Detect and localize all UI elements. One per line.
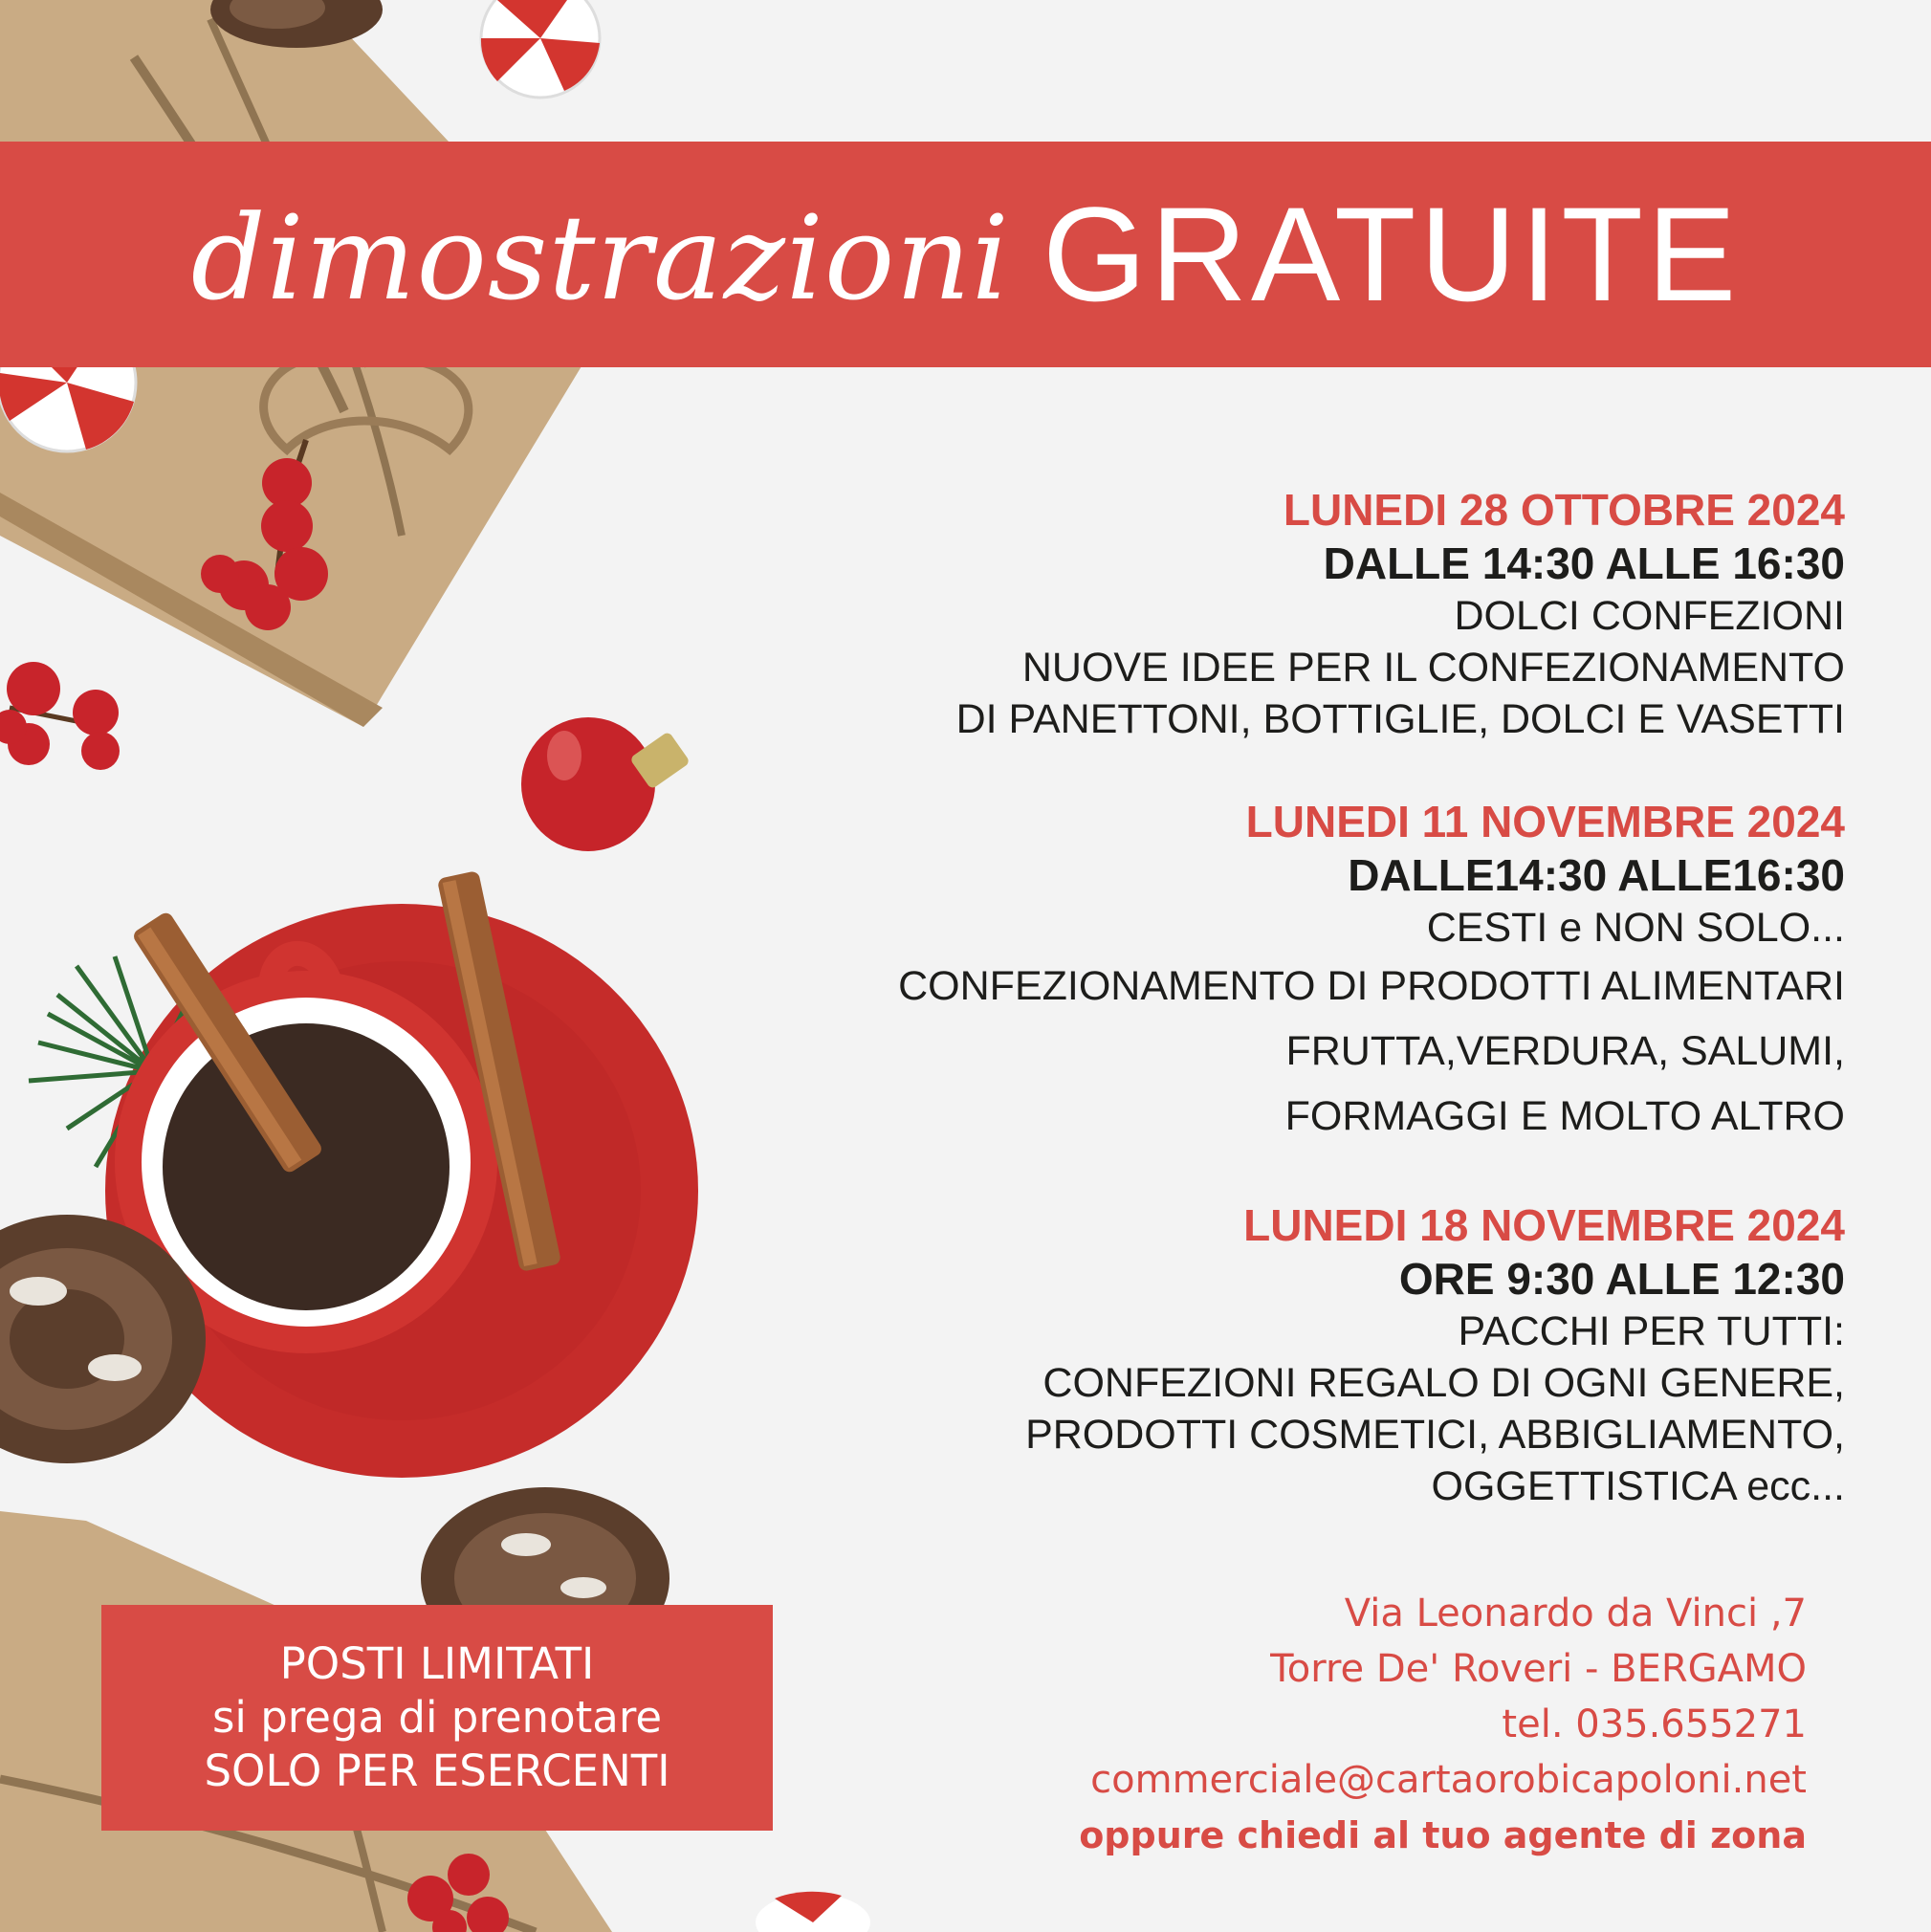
event-description-line: CONFEZIONI REGALO DI OGNI GENERE, xyxy=(1042,1360,1845,1406)
event-description-line: PACCHI PER TUTTI: xyxy=(1458,1308,1845,1354)
event-item xyxy=(697,1198,1845,1512)
event-description-line: PRODOTTI COSMETICI, ABBIGLIAMENTO, xyxy=(1025,1412,1845,1458)
event-description-line: DOLCI CONFEZIONI xyxy=(1454,593,1845,639)
events-list xyxy=(697,483,1845,1562)
title-script-word: dimostrazioni xyxy=(190,190,1010,326)
event-description-line: CESTI e NON SOLO... xyxy=(1426,905,1845,951)
title-banner xyxy=(0,142,1931,367)
event-item xyxy=(697,483,1845,745)
event-description-line: CONFEZIONAMENTO DI PRODOTTI ALIMENTARI xyxy=(898,963,1845,1009)
contact-agent-note: oppure chiedi al tuo agente di zona xyxy=(1079,1814,1807,1856)
event-date: LUNEDI 11 NOVEMBRE 2024 xyxy=(1245,797,1845,846)
contact-info xyxy=(850,1586,1807,1863)
event-description-line: FORMAGGI E MOLTO ALTRO xyxy=(1284,1093,1845,1139)
event-description-line: NUOVE IDEE PER IL CONFEZIONAMENTO xyxy=(1021,645,1845,691)
title-caps-word: GRATUITE xyxy=(1042,179,1741,329)
event-time: ORE 9:30 ALLE 12:30 xyxy=(1398,1254,1845,1304)
notice-line-2: si prega di prenotare xyxy=(211,1692,663,1743)
event-date: LUNEDI 18 NOVEMBRE 2024 xyxy=(1243,1200,1845,1250)
event-description-line: DI PANETTONI, BOTTIGLIE, DOLCI E VASETTI xyxy=(955,696,1845,742)
notice-line-1: POSTI LIMITATI xyxy=(279,1638,595,1689)
contact-phone[interactable]: tel. 035.655271 xyxy=(1502,1702,1807,1746)
event-time: DALLE14:30 ALLE16:30 xyxy=(1348,850,1845,900)
event-time: DALLE 14:30 ALLE 16:30 xyxy=(1323,538,1845,588)
event-item xyxy=(697,795,1845,1149)
event-description-line: OGGETTISTICA ecc... xyxy=(1431,1463,1845,1509)
event-date: LUNEDI 28 OTTOBRE 2024 xyxy=(1283,485,1845,535)
notice-line-3: SOLO PER ESERCENTI xyxy=(204,1745,670,1796)
contact-address: Via Leonardo da Vinci ,7 xyxy=(1344,1592,1807,1636)
contact-city: Torre De' Roveri - BERGAMO xyxy=(1270,1647,1807,1691)
contact-email-link[interactable]: commerciale@cartaorobicapoloni.net xyxy=(1090,1758,1807,1802)
event-description-line: FRUTTA,VERDURA, SALUMI, xyxy=(1285,1028,1845,1074)
limited-seats-notice xyxy=(101,1605,773,1831)
